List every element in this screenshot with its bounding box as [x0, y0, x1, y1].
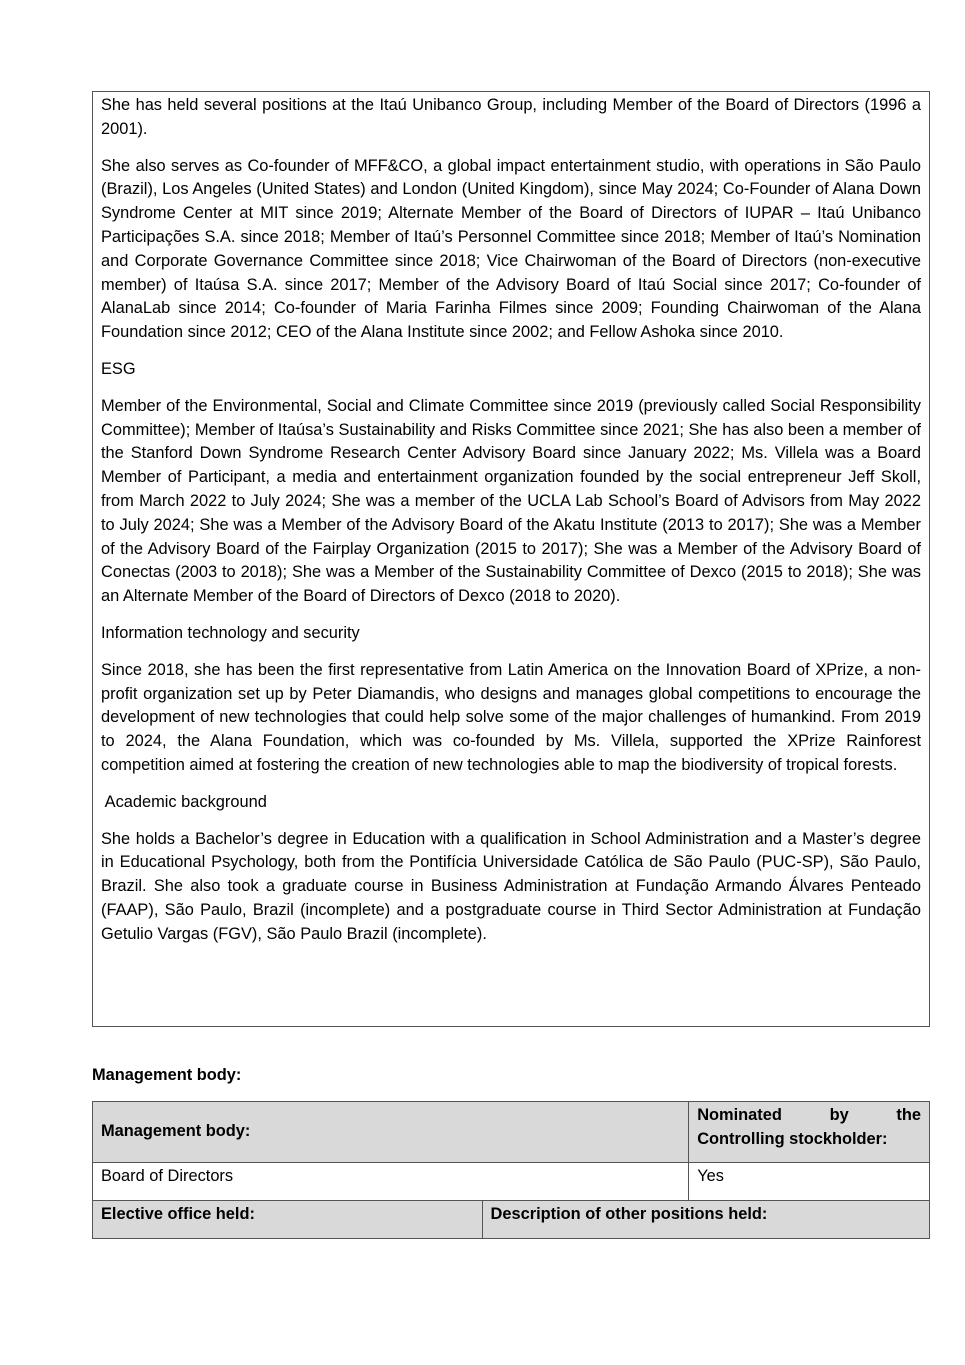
biography-box: [92, 91, 930, 1027]
cell-management-body: Board of Directors: [93, 1163, 689, 1201]
header-nominated: [689, 1102, 930, 1163]
table-header-row: [93, 1201, 930, 1239]
bio-paragraph-esg: Member of the Environmental, Social and Climate Committee since 2019 (previously called Social Responsibility Committee); Member of Itaúsa’s Sustainability and Risks Committee since 2021; She has also been a member of the Stanford Down Syndrome Research Center Advisory Board since January 2022; Ms. Villela was a Board Member of Participant, a media and entertainment organization founded by the social entrepreneur Jeff Skoll, from March 2022 to July 2024; She was a member of the UCLA Lab School’s Board of Advisors from May 2022 to July 2024; She was a Member of the Advisory Board of the Akatu Institute (2013 to 2017); She was a Member of the Advisory Board of the Fairplay Organization (2015 to 2017); She was a Member of the Advisory Board of Conectas (2003 to 2018); She was a Member of the Sustainability Committee of Dexco (2015 to 2018); She was an Alternate Member of the Board of Directors of Dexco (2018 to 2020).: [101, 396, 921, 606]
header-nominated-line2: Controlling stockholder:: [697, 1129, 888, 1148]
section-label-management-body: Management body:: [92, 1066, 242, 1084]
bio-paragraph-current-positions: She also serves as Co-founder of MFF&CO, a global impact entertainment studio, with operations in São Paulo (Brazil), Los Angeles (United States) and London (United Kingdom), since May 2024; Co-Founder of Alana Down Syndrome Center at MIT since 2019; Alternate Member of the Board of Directors of IUPAR – Itaú Unibanco Participações S.A. since 2018; Member of Itaú’s Personnel Committee since 2018; Member of Itaú’s Nomination and Corporate Governance Committee since 2018; Vice Chairwoman of the Board of Directors (non-executive member) of Itaúsa S.A. since 2017; Member of the Advisory Board of Itaú Social since 2017; Co-founder of AlanaLab since 2014; Co-founder of Maria Farinha Filmes since 2009; Founding Chairwoman of the Alana Foundation since 2012; CEO of the Alana Institute since 2002; and Fellow Ashoka since 2010.: [101, 156, 921, 342]
header-management-body: Management body:: [93, 1102, 689, 1163]
header-description-other-positions: Description of other positions held:: [482, 1201, 929, 1239]
bio-paragraph-itau-group: She has held several positions at the Itaú Unibanco Group, including Member of the Board of Directors (1996 a 2001).: [101, 96, 921, 138]
bio-paragraph-academic: She holds a Bachelor’s degree in Education with a qualification in School Administration and a Master’s degree in Educational Psychology, both from the Pontifícia Universidade Católica de São Paulo (PUC-SP), São Paulo, Brazil. She also took a graduate course in Business Administration at Fundação Armando Álvares Penteado (FAAP), São Paulo, Brazil (incomplete) and a postgraduate course in Third Sector Administration at Fundação Getulio Vargas (FGV), São Paulo Brazil (incomplete).: [101, 829, 921, 943]
cell-nominated: Yes: [689, 1163, 930, 1201]
management-body-table: [92, 1101, 930, 1239]
heading-esg: ESG: [101, 359, 136, 378]
header-nominated-line1: Nominated by the: [697, 1106, 921, 1124]
heading-it-security: Information technology and security: [101, 623, 360, 642]
table-row: [93, 1163, 930, 1201]
heading-academic-background: Academic background: [101, 792, 267, 811]
bio-paragraph-it-security: Since 2018, she has been the first representative from Latin America on the Innovation Board of XPrize, a non-profit organization set up by Peter Diamandis, who designs and manages global competitions to encourage the development of new technologies that could help solve some of the major challenges of humankind. From 2019 to 2024, the Alana Foundation, which was co-founded by Ms. Villela, supported the XPrize Rainforest competition aimed at fostering the creation of new technologies able to map the biodiversity of tropical forests.: [101, 660, 921, 774]
header-elective-office: Elective office held:: [93, 1201, 483, 1239]
table-header-row: [93, 1102, 930, 1163]
